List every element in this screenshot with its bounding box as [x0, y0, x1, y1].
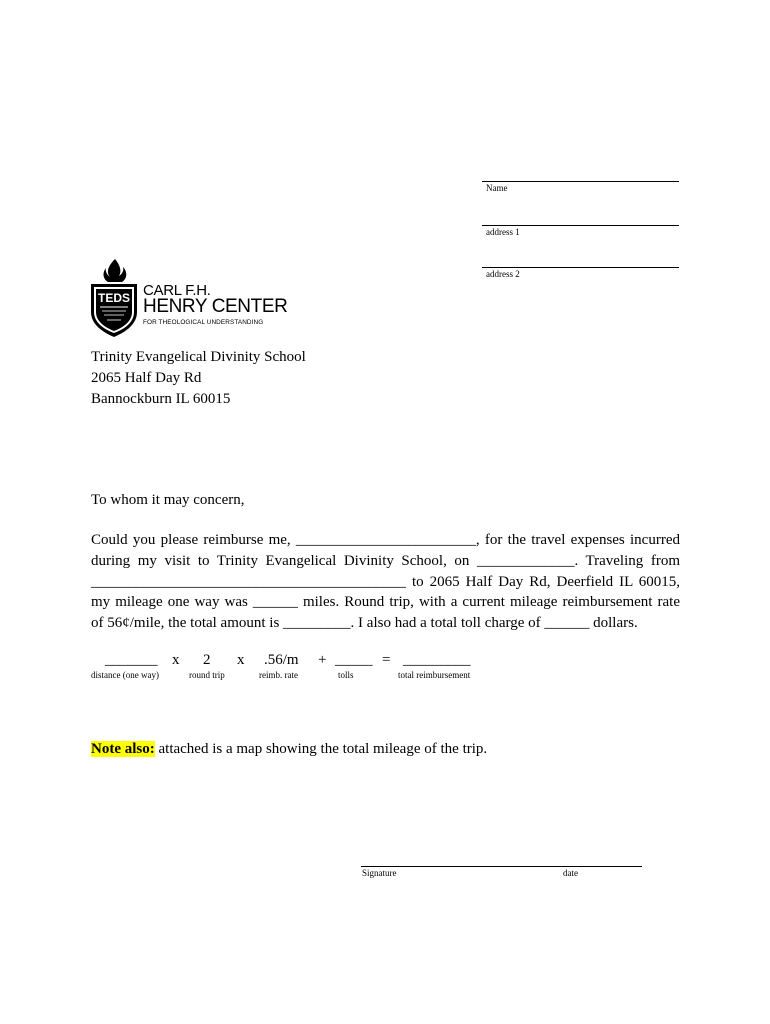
signature-label: Signature [362, 868, 397, 878]
recipient-line-3: Bannockburn IL 60015 [91, 391, 231, 407]
date-label: date [563, 868, 578, 878]
label-total: total reimbursement [398, 670, 471, 680]
eq-times-2: x [237, 652, 245, 668]
body-line-2: during my visit to Trinity Evangelical Divinity School, on _____________. Traveling from [91, 552, 680, 569]
logo-line-3: FOR THEOLOGICAL UNDERSTANDING [143, 319, 264, 326]
logo-line-1: CARL F.H. [143, 282, 211, 299]
logo-line-2: HENRY CENTER [143, 296, 288, 317]
body-line-5: of 56¢/mile, the total amount is _________. I also had a total toll charge of ______ dollars. [91, 615, 638, 632]
label-distance: distance (one way) [91, 670, 159, 680]
letter-body [91, 530, 680, 634]
name-line [482, 181, 679, 182]
eq-total-blank: _________ [403, 652, 471, 668]
teds-shield-icon [88, 258, 140, 338]
salutation: To whom it may concern, [91, 492, 245, 508]
eq-two: 2 [203, 652, 211, 668]
name-label: Name [486, 183, 508, 193]
body-line-1: Could you please reimburse me, ________________________, for the travel expenses incurred [91, 532, 680, 548]
teds-badge-text: TEDS [97, 291, 131, 305]
signature-line [361, 866, 642, 867]
address2-label: address 2 [486, 269, 520, 279]
eq-tolls-blank: _____ [335, 652, 373, 668]
henry-center-logo [88, 258, 288, 338]
eq-plus: + [318, 652, 327, 668]
eq-rate: .56/m [264, 652, 299, 668]
address1-line [482, 225, 679, 226]
address1-label: address 1 [486, 227, 520, 237]
body-line-4: my mileage one way was ______ miles. Round trip, with a current mileage reimbursement rate [91, 594, 680, 611]
note-text: attached is a map showing the total mileage of the trip. [154, 741, 488, 757]
recipient-line-1: Trinity Evangelical Divinity School [91, 349, 306, 365]
body-line-3: __________________________________________ to 2065 Half Day Rd, Deerfield IL 60015, [91, 573, 680, 590]
label-reimb-rate: reimb. rate [259, 670, 298, 680]
recipient-line-2: 2065 Half Day Rd [91, 370, 202, 386]
label-round-trip: round trip [189, 670, 225, 680]
note-line [91, 741, 487, 758]
eq-equals: = [382, 652, 391, 668]
label-tolls: tolls [338, 670, 354, 680]
eq-distance-blank: _______ [105, 652, 158, 668]
note-label: Note also: [91, 741, 155, 757]
address2-line [482, 267, 679, 268]
eq-times-1: x [172, 652, 180, 668]
